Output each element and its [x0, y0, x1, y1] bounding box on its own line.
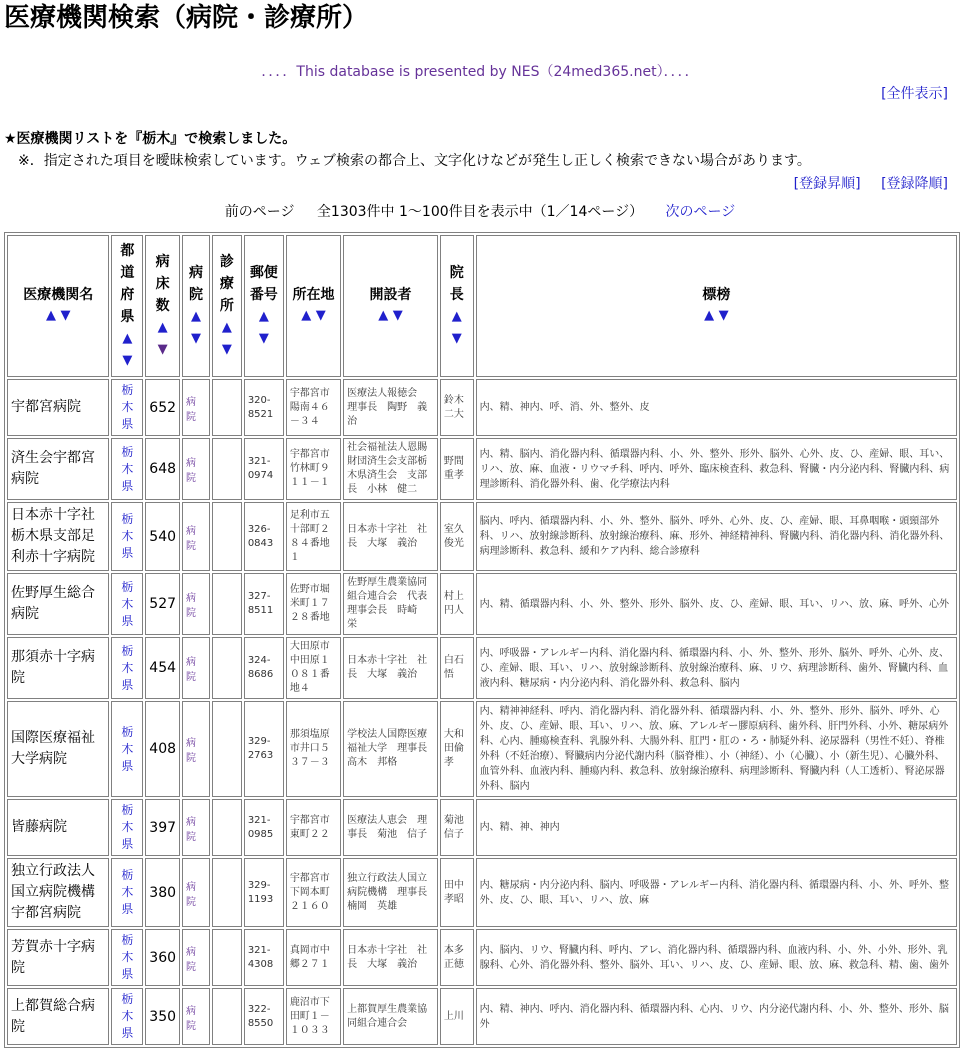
hospital-name-cell[interactable]: 皆藤病院 [7, 799, 109, 856]
col-header-pref: 都道府県 ▲ ▼ [111, 235, 143, 377]
bed-count-cell: 652 [145, 379, 180, 436]
hospital-name-cell[interactable]: 那須赤十字病院 [7, 637, 109, 699]
departments-cell: 内、呼吸器・アレルギー内科、消化器内科、循環器内科、小、外、整外、形外、脳外、呼外、心外、皮、ひ、産婦、眼、耳い、リハ、放射線診断科、放射線治療科、麻、リウ、病理診断科、歯外、腎臓内科、血液内科、糖尿病・内分泌内科、消化器外科、救急科、脳内 [476, 637, 957, 699]
results-table-wrapper [4, 232, 960, 1048]
table-body [7, 379, 957, 1045]
departments-cell: 内、精、神内、呼、消、外、整外、皮 [476, 379, 957, 436]
hospital-type-link[interactable]: 病院 [182, 988, 210, 1045]
prefecture-link[interactable]: 栃木県 [111, 929, 143, 986]
clinic-cell [212, 438, 242, 500]
hospital-name-cell[interactable]: 上都賀総合病院 [7, 988, 109, 1045]
bed-count-cell: 397 [145, 799, 180, 856]
director-cell: 室久俊光 [440, 502, 474, 571]
sort-up-icon[interactable]: ▲ [258, 309, 269, 324]
col-header-director: 院長 ▲ ▼ [440, 235, 474, 377]
departments-cell: 内、糖尿病・内分泌内科、脳内、呼吸器・アレルギー内科、消化器内科、循環器内科、小、外、呼外、整外、皮、ひ、眼、耳い、リハ、放、麻 [476, 858, 957, 927]
address-cell: 宇都宮市下岡本町２１６０ [286, 858, 341, 927]
results-table [4, 232, 960, 1048]
sort-down-icon[interactable]: ▼ [157, 342, 168, 357]
result-summary: 全1303件中 1～100件目を表示中（1／14ページ） [316, 204, 644, 220]
sort-up-icon[interactable]: ▲ [221, 320, 232, 335]
hospital-name-cell[interactable]: 芳賀赤十字病院 [7, 929, 109, 986]
bed-count-cell: 380 [145, 858, 180, 927]
sort-up-icon[interactable]: ▲ [704, 308, 715, 323]
sort-up-icon[interactable]: ▲ [451, 309, 462, 324]
founder-cell: 佐野厚生農業協同組合連合会 代表理事会長 時崎 栄 [343, 573, 438, 635]
sort-up-icon[interactable]: ▲ [122, 331, 133, 346]
sort-down-icon[interactable]: ▼ [315, 308, 326, 323]
pager [0, 202, 960, 222]
bed-count-cell: 540 [145, 502, 180, 571]
prefecture-link[interactable]: 栃木県 [111, 637, 143, 699]
prefecture-link[interactable]: 栃木県 [111, 988, 143, 1045]
sort-down-icon[interactable]: ▼ [122, 353, 133, 368]
sort-down-icon[interactable]: ▼ [451, 331, 462, 346]
col-header-name: 医療機関名 ▲ ▼ [7, 235, 109, 377]
clinic-cell [212, 929, 242, 986]
prefecture-link[interactable]: 栃木県 [111, 701, 143, 797]
col-header-zip: 郵便番号 ▲ ▼ [244, 235, 284, 377]
sort-down-icon[interactable]: ▼ [392, 308, 403, 323]
col-header-founder: 開設者 ▲ ▼ [343, 235, 438, 377]
bed-count-cell: 527 [145, 573, 180, 635]
sort-up-icon[interactable]: ▲ [378, 308, 389, 323]
departments-cell: 脳内、呼内、循環器内科、小、外、整外、脳外、呼外、心外、皮、ひ、産婦、眼、耳鼻咽喉・頭頸部外科、リハ、放射線診断科、放射線治療科、麻、形外、神経精神科、腎臓内科、消化器内科、消化器外科、病理診断科、救急科、緩和ケア内科、総合診療科 [476, 502, 957, 571]
next-page-link[interactable]: 次のページ [665, 204, 736, 220]
director-cell: 田中孝昭 [440, 858, 474, 927]
postal-code-cell: 326-0843 [244, 502, 284, 571]
hospital-type-link[interactable]: 病院 [182, 701, 210, 797]
hospital-name-cell[interactable]: 国際医療福祉大学病院 [7, 701, 109, 797]
table-row [7, 637, 957, 699]
postal-code-cell: 324-8686 [244, 637, 284, 699]
departments-cell: 内、精、神内、呼内、消化器内科、循環器内科、心内、リウ、内分泌代謝内科、小、外、整外、形外、脳外 [476, 988, 957, 1045]
hospital-name-cell[interactable]: 独立行政法人国立病院機構宇都宮病院 [7, 858, 109, 927]
departments-cell: 内、精神神経科、呼内、消化器内科、消化器外科、循環器内科、小、外、整外、形外、脳外、呼外、心外、皮、ひ、産婦、眼、耳い、リハ、放、麻、アレルギー膠原病科、歯外科、肝門外科、小外、糖尿病外科、心内、腫瘍検査科、乳腺外科、大腸外科、肛門・肛の・ろ・肺疑外科、泌尿器科（男性不妊）、脊椎外科（不妊治療）、腎臓病内分泌代謝内科（脳脊椎）、小（神経）、小（心臓）、小（新生児）、心臓外科、血管外科、血液内科、腫瘍内科、救急科、放射線治療科、病理診断科、腎臓内科（人工透析）、腎泌尿器外科、脳内 [476, 701, 957, 797]
hospital-name-cell[interactable]: 佐野厚生総合病院 [7, 573, 109, 635]
postal-code-cell: 321-0974 [244, 438, 284, 500]
sort-down-icon[interactable]: ▼ [258, 331, 269, 346]
prefecture-link[interactable]: 栃木県 [111, 438, 143, 500]
founder-cell: 学校法人国際医療福祉大学 理事長 高木 邦格 [343, 701, 438, 797]
table-row [7, 799, 957, 856]
sort-up-icon[interactable]: ▲ [301, 308, 312, 323]
address-cell: 真岡市中郷２７１ [286, 929, 341, 986]
bed-count-cell: 454 [145, 637, 180, 699]
search-result-heading: ★医療機関リストを『栃木』で検索しました。 [4, 131, 297, 147]
table-row [7, 858, 957, 927]
clinic-cell [212, 379, 242, 436]
prefecture-link[interactable]: 栃木県 [111, 502, 143, 571]
sort-up-icon[interactable]: ▲ [190, 309, 201, 324]
founder-cell: 医療法人報徳会 理事長 陶野 義治 [343, 379, 438, 436]
col-header-address: 所在地 ▲ ▼ [286, 235, 341, 377]
founder-cell: 独立行政法人国立病院機構 理事長 楠岡 英雄 [343, 858, 438, 927]
postal-code-cell: 329-1193 [244, 858, 284, 927]
hospital-type-link[interactable]: 病院 [182, 573, 210, 635]
clinic-cell [212, 637, 242, 699]
postal-code-cell: 320-8521 [244, 379, 284, 436]
director-cell: 白石悟 [440, 637, 474, 699]
bed-count-cell: 408 [145, 701, 180, 797]
director-cell: 鈴木二大 [440, 379, 474, 436]
sort-desc-link[interactable]: [登録降順] [881, 176, 948, 192]
director-cell: 野間重孝 [440, 438, 474, 500]
hospital-type-link[interactable]: 病院 [182, 379, 210, 436]
sort-down-icon[interactable]: ▼ [221, 342, 232, 357]
table-row [7, 502, 957, 571]
table-row [7, 701, 957, 797]
address-cell: 宇都宮市東町２２ [286, 799, 341, 856]
clinic-cell [212, 858, 242, 927]
hospital-name-cell[interactable]: 日本赤十字社栃木県支部足利赤十字病院 [7, 502, 109, 571]
founder-cell: 日本赤十字社 社長 大塚 義治 [343, 502, 438, 571]
bed-count-cell: 360 [145, 929, 180, 986]
page-title: 医療機関検索（病院・診療所） [4, 3, 369, 33]
col-header-beds: 病床数 ▲ ▼ [145, 235, 180, 377]
director-cell: 村上円人 [440, 573, 474, 635]
departments-cell: 内、精、脳内、消化器内科、循環器内科、小、外、整外、形外、脳外、心外、皮、ひ、産婦、眼、耳い、リハ、放、麻、血液・リウマチ科、呼内、呼外、臨床検査科、救急科、腎臓・内分泌内科、腎臓内科、病理診断科、消化器外科、歯、化学療法内科 [476, 438, 957, 500]
director-cell: 菊池信子 [440, 799, 474, 856]
clinic-cell [212, 799, 242, 856]
table-row [7, 438, 957, 500]
clinic-cell [212, 988, 242, 1045]
clinic-cell [212, 701, 242, 797]
postal-code-cell: 321-4308 [244, 929, 284, 986]
address-cell: 足利市五十部町２８４番地１ [286, 502, 341, 571]
prefecture-link[interactable]: 栃木県 [111, 799, 143, 856]
presented-by-text: ．．．．This database is presented by NES（24med365.net）．．．． [261, 64, 699, 80]
sort-down-icon[interactable]: ▼ [190, 331, 201, 346]
col-header-depts: 標榜 ▲ ▼ [476, 235, 957, 377]
hospital-name-cell[interactable]: 宇都宮病院 [7, 379, 109, 436]
prefecture-link[interactable]: 栃木県 [111, 858, 143, 927]
col-header-clinic: 診療所 ▲ ▼ [212, 235, 242, 377]
hospital-type-link[interactable]: 病院 [182, 502, 210, 571]
clinic-cell [212, 573, 242, 635]
address-cell: 大田原市中田原１０８１番地４ [286, 637, 341, 699]
table-row [7, 573, 957, 635]
address-cell: 那須塩原市井口５３７－３ [286, 701, 341, 797]
departments-cell: 内、脳内、リウ、腎臓内科、呼内、アレ、消化器内科、循環器内科、血液内科、小、外、小外、形外、乳腺科、心外、消化器外科、整外、脳外、耳い、リハ、皮、ひ、産婦、眼、放、麻、救急科、精、歯、歯外 [476, 929, 957, 986]
prefecture-link[interactable]: 栃木県 [111, 379, 143, 436]
col-header-hospital: 病院 ▲ ▼ [182, 235, 210, 377]
hospital-type-link[interactable]: 病院 [182, 637, 210, 699]
table-header-row [7, 235, 957, 377]
sort-up-icon[interactable]: ▲ [157, 320, 168, 335]
director-cell: 大和田倫孝 [440, 701, 474, 797]
director-cell: 本多正徳 [440, 929, 474, 986]
postal-code-cell: 327-8511 [244, 573, 284, 635]
postal-code-cell: 329-2763 [244, 701, 284, 797]
sort-down-icon[interactable]: ▼ [718, 308, 729, 323]
hospital-type-link[interactable]: 病院 [182, 799, 210, 856]
sort-up-icon[interactable]: ▲ [45, 308, 56, 323]
postal-code-cell: 321-0985 [244, 799, 284, 856]
hospital-type-link[interactable]: 病院 [182, 929, 210, 986]
show-all-link[interactable]: [全件表示] [881, 86, 948, 102]
table-row [7, 988, 957, 1045]
address-cell: 宇都宮市陽南４６－３４ [286, 379, 341, 436]
bed-count-cell: 350 [145, 988, 180, 1045]
bed-count-cell: 648 [145, 438, 180, 500]
sort-links [778, 174, 948, 194]
prev-page-label: 前のページ [224, 204, 295, 220]
address-cell: 鹿沼市下田町１－１０３３ [286, 988, 341, 1045]
founder-cell: 社会福祉法人恩賜財団済生会支部栃木県済生会 支部長 小林 健二 [343, 438, 438, 500]
postal-code-cell: 322-8550 [244, 988, 284, 1045]
prefecture-link[interactable]: 栃木県 [111, 573, 143, 635]
founder-cell: 日本赤十字社 社長 大塚 義治 [343, 637, 438, 699]
sort-asc-link[interactable]: [登録昇順] [793, 176, 861, 192]
sort-down-icon[interactable]: ▼ [60, 308, 71, 323]
hospital-name-cell[interactable]: 済生会宇都宮病院 [7, 438, 109, 500]
address-cell: 佐野市堀米町１７２８番地 [286, 573, 341, 635]
clinic-cell [212, 502, 242, 571]
departments-cell: 内、精、循環器内科、小、外、整外、形外、脳外、皮、ひ、産婦、眼、耳い、リハ、放、麻、呼外、心外 [476, 573, 957, 635]
address-cell: 宇都宮市竹林町９１１－１ [286, 438, 341, 500]
table-row [7, 379, 957, 436]
departments-cell: 内、精、神、神内 [476, 799, 957, 856]
search-note: ※．指定された項目を曖昧検索しています。ウェブ検索の都合上、文字化けなどが発生し正しく検索できない場合があります。 [18, 153, 811, 169]
founder-cell: 日本赤十字社 社長 大塚 義治 [343, 929, 438, 986]
table-row [7, 929, 957, 986]
founder-cell: 医療法人恵会 理事長 菊池 信子 [343, 799, 438, 856]
hospital-type-link[interactable]: 病院 [182, 438, 210, 500]
director-cell: 上川 [440, 988, 474, 1045]
founder-cell: 上都賀厚生農業協同組合連合会 [343, 988, 438, 1045]
hospital-type-link[interactable]: 病院 [182, 858, 210, 927]
